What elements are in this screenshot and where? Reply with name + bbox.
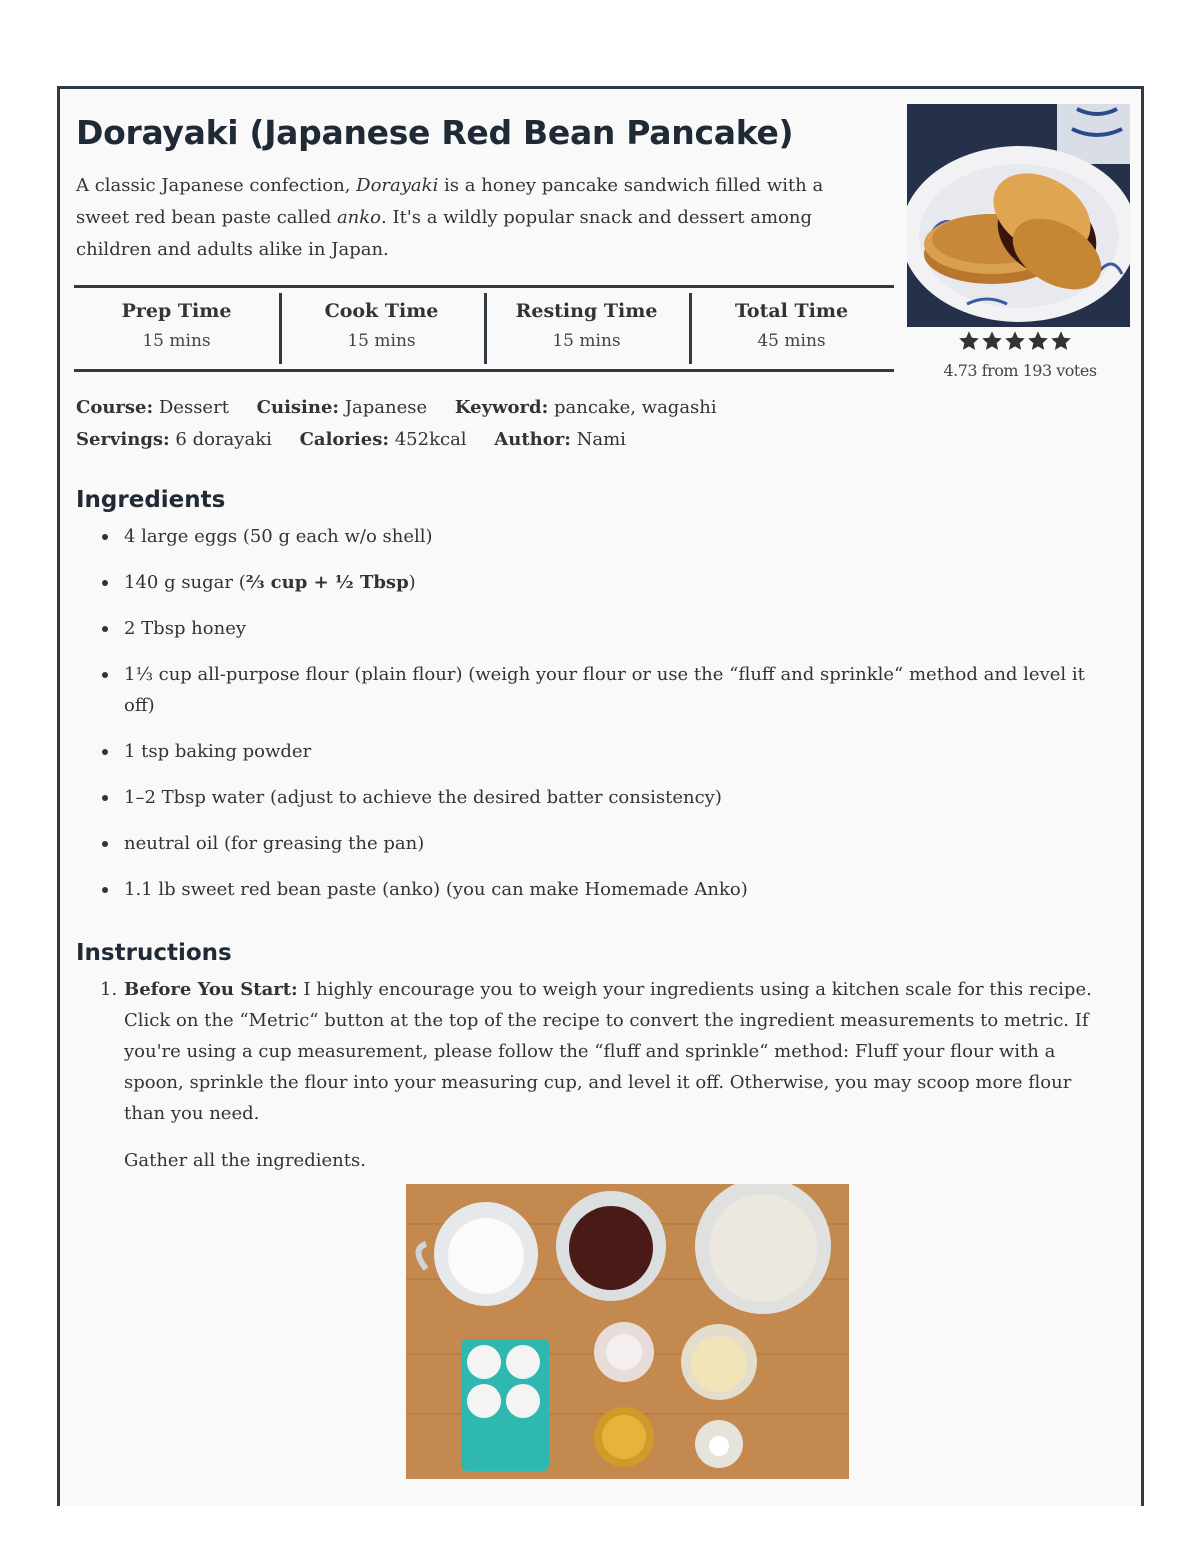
meta-value: Dessert [158,397,229,418]
meta-course [76,397,229,418]
star-icon[interactable] [1004,330,1026,352]
instruction-step [100,974,1110,1176]
step-label: Before You Start: [124,979,298,1000]
summary-emphasis-anko: anko [336,207,382,228]
summary-emphasis-dorayaki: Dorayaki [356,175,439,196]
ingredient-item: 4 large eggs (50 g each w/o shell) [100,521,1110,552]
ingredient-item: 2 Tbsp honey [100,613,1110,644]
instructions-list [100,974,1110,1176]
meta-label: Course: [76,397,154,418]
ingredients-heading: Ingredients [76,487,226,513]
summary-text: . It's a wildly popular snack and dessert among children and adults alike in Japan. [76,207,813,260]
meta-label: Author: [494,429,571,450]
ingredient-item: 1–2 Tbsp water (adjust to achieve the desired batter consistency) [100,782,1110,813]
recipe-hero-image[interactable] [907,104,1130,327]
recipe-title: Dorayaki (Japanese Red Bean Pancake) [76,113,794,152]
time-label: Prep Time [121,300,232,322]
step-number: 1. [100,979,118,1000]
ingredient-item: neutral oil (for greasing the pan) [100,828,1110,859]
meta-value: Nami [576,429,626,450]
meta-value: 452kcal [394,429,467,450]
ingredient-item: 1 tsp baking powder [100,736,1110,767]
summary-text: is a honey pancake sandwich filled with a sweet red bean paste called [76,175,824,228]
meta-label: Servings: [76,429,170,450]
recipe-times [74,285,894,372]
ingredients-photo[interactable] [406,1184,849,1479]
time-value: 15 mins [142,331,211,351]
meta-author [494,429,626,450]
meta-row [76,392,739,424]
meta-row [76,424,739,456]
meta-keyword [455,397,717,418]
ingredients-list [100,521,1110,920]
total-time [689,288,894,369]
star-icon[interactable] [1050,330,1072,352]
rating-stars[interactable] [958,330,1078,356]
time-label: Cook Time [324,300,439,322]
star-icon[interactable] [958,330,980,352]
step-text [124,974,1110,1129]
step-note: Gather all the ingredients. [124,1150,366,1171]
meta-cuisine [257,397,427,418]
meta-value: Japanese [344,397,428,418]
time-value: 15 mins [552,331,621,351]
star-icon[interactable] [1027,330,1049,352]
recipe-card [57,86,1144,1506]
time-value: 45 mins [757,331,826,351]
rating-summary: 4.73 from 193 votes [943,361,1097,380]
recipe-summary [76,170,866,266]
ingredient-item [100,567,1110,598]
ingredient-text: 140 g sugar ( [124,572,246,593]
meta-value[interactable]: 6 dorayaki [175,429,272,450]
dorayaki-plate-image [907,104,1130,327]
summary-text: A classic Japanese confection, [76,175,357,196]
ingredient-text: ) [408,572,416,593]
meta-calories [300,429,467,450]
ingredient-item: 1⅓ cup all-purpose flour (plain flour) (weigh your flour or use the “fluff and sprinkle“ method and level it off) [100,659,1110,721]
meta-label: Calories: [299,429,389,450]
ingredients-photo-image [406,1184,849,1479]
meta-label: Cuisine: [256,397,340,418]
meta-label: Keyword: [454,397,549,418]
instructions-heading: Instructions [76,940,232,966]
meta-servings [76,429,272,450]
prep-time [74,288,279,369]
ingredient-item: 1.1 lb sweet red bean paste (anko) (you can make Homemade Anko) [100,874,1110,905]
step-body: I highly encourage you to weigh your ingredients using a kitchen scale for this recipe. Click on the “Metric“ button at the top of the recipe to convert the ingredient measurements to metric. If you're using a cup measurement, please follow the “fluff and sprinkle“ method: Fluff your flour with a spoon, sprinkle the flour into your measuring cup, and level it off. Otherwise, you may scoop more flour than you need. [124,979,1092,1124]
resting-time [484,288,689,369]
time-value: 15 mins [347,331,416,351]
recipe-meta [76,392,739,456]
star-icon[interactable] [981,330,1003,352]
time-label: Total Time [734,300,849,322]
cook-time [279,288,484,369]
time-label: Resting Time [515,300,658,322]
ingredient-unit-bold: ⅔ cup + ½ Tbsp [245,572,409,593]
meta-value: pancake, wagashi [554,397,717,418]
